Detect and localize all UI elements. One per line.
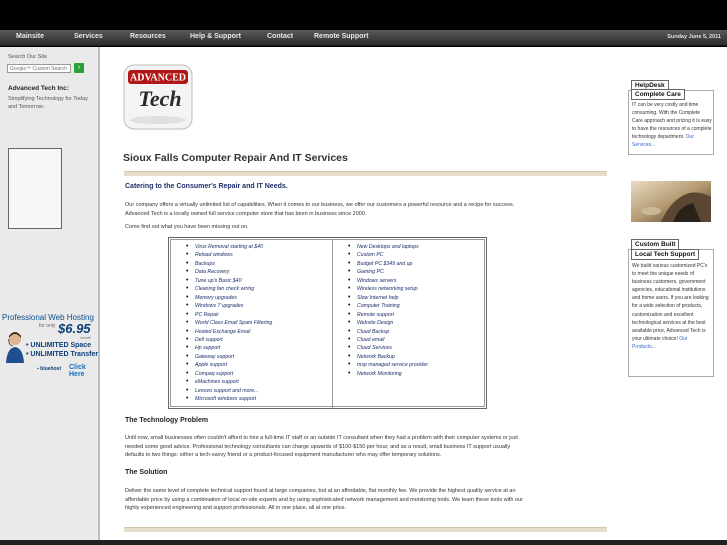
service-item: • Data Recovery xyxy=(171,268,332,276)
problem-paragraph: Until now, small businesses often couldn't afford to hire a full-time IT staff or an outside IT consultant when they had a problem with their computer systems or just needed some good advice. Professional technology consultants can charge upwards of $100-$150 per hour, and as a result, small business IT support usually defaults to two things: either a tech-savvy friend or a product-focused equipment manufacturer who may offer temporary solutions. xyxy=(125,435,518,458)
ad-feature-transfer: • UNLIMITED Transfer xyxy=(26,351,99,358)
main-nav xyxy=(0,30,727,46)
page-title: Sioux Falls Computer Repair And IT Services xyxy=(123,152,348,164)
problem-heading: The Technology Problem xyxy=(125,417,209,424)
bottom-bar xyxy=(0,540,727,545)
service-item: • Slow Internet help xyxy=(333,294,486,302)
hosting-ad[interactable] xyxy=(0,309,100,379)
service-item: • New Desktops and laptops xyxy=(333,243,486,251)
our-products-link[interactable]: Our Products... xyxy=(632,335,688,350)
services-table xyxy=(168,237,487,409)
ad-brand: ▪ bluehost xyxy=(37,366,61,372)
service-item: • Microsoft windows support xyxy=(171,395,332,403)
service-item: • Memory upgrades xyxy=(171,294,332,302)
service-item: • msp managed service provider xyxy=(333,361,486,369)
custom-built-title: Custom Built xyxy=(631,239,679,250)
divider xyxy=(124,171,607,176)
left-sidebar xyxy=(0,47,100,540)
custom-built-text: We build various customized PC's to meet the unique needs of business customers, government agencies, educational institutions and home users. If you are looking for a wide selection of products, customization and excellent technological services at the best available price, Advanced Tech is your ultimate choice! xyxy=(632,263,709,342)
intro-paragraph: Our company offers a virtually unlimited list of capabilities. When it comes to our business, we offer our customers a powerful resource and a recipe for success. Advanced Tech is a locally owned full service computer store that has been in business since 2000. xyxy=(125,202,515,217)
helpdesk-description xyxy=(632,101,712,149)
nav-mainsite[interactable]: Mainsite xyxy=(16,33,45,40)
page-body xyxy=(0,47,727,540)
service-item: • Custom PC xyxy=(333,251,486,259)
advanced-tech-logo[interactable] xyxy=(123,64,193,130)
sidebar-widget-box xyxy=(8,148,62,229)
solution-heading: The Solution xyxy=(125,469,168,476)
nav-services[interactable]: Services xyxy=(74,33,103,40)
missing-out-text: Come find out what you have been missing out on. xyxy=(125,224,249,230)
service-item: • Hosted Exchange Email xyxy=(171,328,332,336)
our-services-link[interactable]: Our Services... xyxy=(632,134,694,148)
service-item: • Budget PC $349 and up xyxy=(333,260,486,268)
services-column-left xyxy=(171,240,333,408)
service-item: • Reload windows xyxy=(171,251,332,259)
service-item: • Website Design xyxy=(333,319,486,327)
service-item: • Network Monitoring xyxy=(333,370,486,378)
search-input[interactable] xyxy=(7,64,71,73)
ad-feature-space: • UNLIMITED Space xyxy=(26,342,92,349)
solution-paragraph: Deliver the same level of complete technical support found at large companies, but at an affordable, flat monthly fee. We provide the highest quality service at an affordable price by using a combination of local on-site experts and by using sophisticated network management and monitoring tools. We team these tools with our highly experienced engineering and support professionals. All in one place, all at one price. xyxy=(125,488,523,511)
service-item: • Wireless networking setup xyxy=(333,285,486,293)
service-item: • Computer Training xyxy=(333,302,486,310)
service-item: • Hp support xyxy=(171,344,332,352)
nav-help-support[interactable]: Help & Support xyxy=(190,33,241,40)
service-item: • Remote support xyxy=(333,311,486,319)
service-item: • Network Backup xyxy=(333,353,486,361)
service-item: • Dell support xyxy=(171,336,332,344)
service-item: • Cleaning fan check wiring xyxy=(171,285,332,293)
divider xyxy=(124,527,607,532)
service-item: • Windows servers xyxy=(333,277,486,285)
top-black-bar xyxy=(0,0,727,30)
service-item: • Tune up's Basic $40 xyxy=(171,277,332,285)
search-label: Search Our Site xyxy=(8,54,48,60)
search-button[interactable]: › xyxy=(74,63,84,73)
nav-contact[interactable]: Contact xyxy=(267,33,294,40)
logo-text-tech: Tech xyxy=(138,86,182,111)
service-item: • Gateway support xyxy=(171,353,332,361)
helpdesk-title: HelpDesk xyxy=(631,80,669,91)
ad-click-here[interactable]: Click Here xyxy=(69,364,86,378)
company-tagline: Simplifying Technology for Today and Tomorrow. xyxy=(8,96,88,110)
section-subtitle: Catering to the Consumer's Repair and IT Needs. xyxy=(125,183,288,190)
service-item: • Cloud Services xyxy=(333,344,486,352)
service-item: • World Class Email Spam Filtering xyxy=(171,319,332,327)
local-tech-support-title: Local Tech Support xyxy=(631,249,699,260)
logo-text-advanced: ADVANCED xyxy=(130,72,186,84)
helpdesk-text: IT can be very costly and time consuming. With the Complete Care approach and pricing it is easy to have the resources of a complete technology department. xyxy=(632,102,712,140)
service-item: • Lenovo support and more... xyxy=(171,387,332,395)
ad-price: $6.95 xyxy=(58,321,91,336)
complete-care-title: Complete Care xyxy=(631,89,685,100)
service-item: • Cloud email xyxy=(333,336,486,344)
service-item: • Backups xyxy=(171,260,332,268)
service-item: • Windows 7 upgrades xyxy=(171,302,332,310)
service-item: • Compaq support xyxy=(171,370,332,378)
ad-headline: Professional Web Hosting xyxy=(2,313,94,322)
services-column-right xyxy=(333,240,486,408)
nav-resources[interactable]: Resources xyxy=(130,33,166,40)
current-date: Sunday June 5, 2011 xyxy=(667,34,721,40)
ad-only-for: for only xyxy=(39,323,56,329)
ad-per-month: /month xyxy=(80,336,91,340)
service-item: • PC Repair xyxy=(171,311,332,319)
service-item: • Apple support xyxy=(171,361,332,369)
workspace-photo xyxy=(631,181,711,222)
nav-remote-support[interactable]: Remote Support xyxy=(314,33,369,40)
service-item: • Cloud Backup xyxy=(333,328,486,336)
service-item: • Gaming PC xyxy=(333,268,486,276)
company-name: Advanced Tech Inc: xyxy=(8,85,69,92)
service-item: • eMachines support xyxy=(171,378,332,386)
custom-built-description xyxy=(632,262,712,351)
service-item: • Virus Removal starting at $40 xyxy=(171,243,332,251)
support-agent-icon xyxy=(5,331,25,363)
